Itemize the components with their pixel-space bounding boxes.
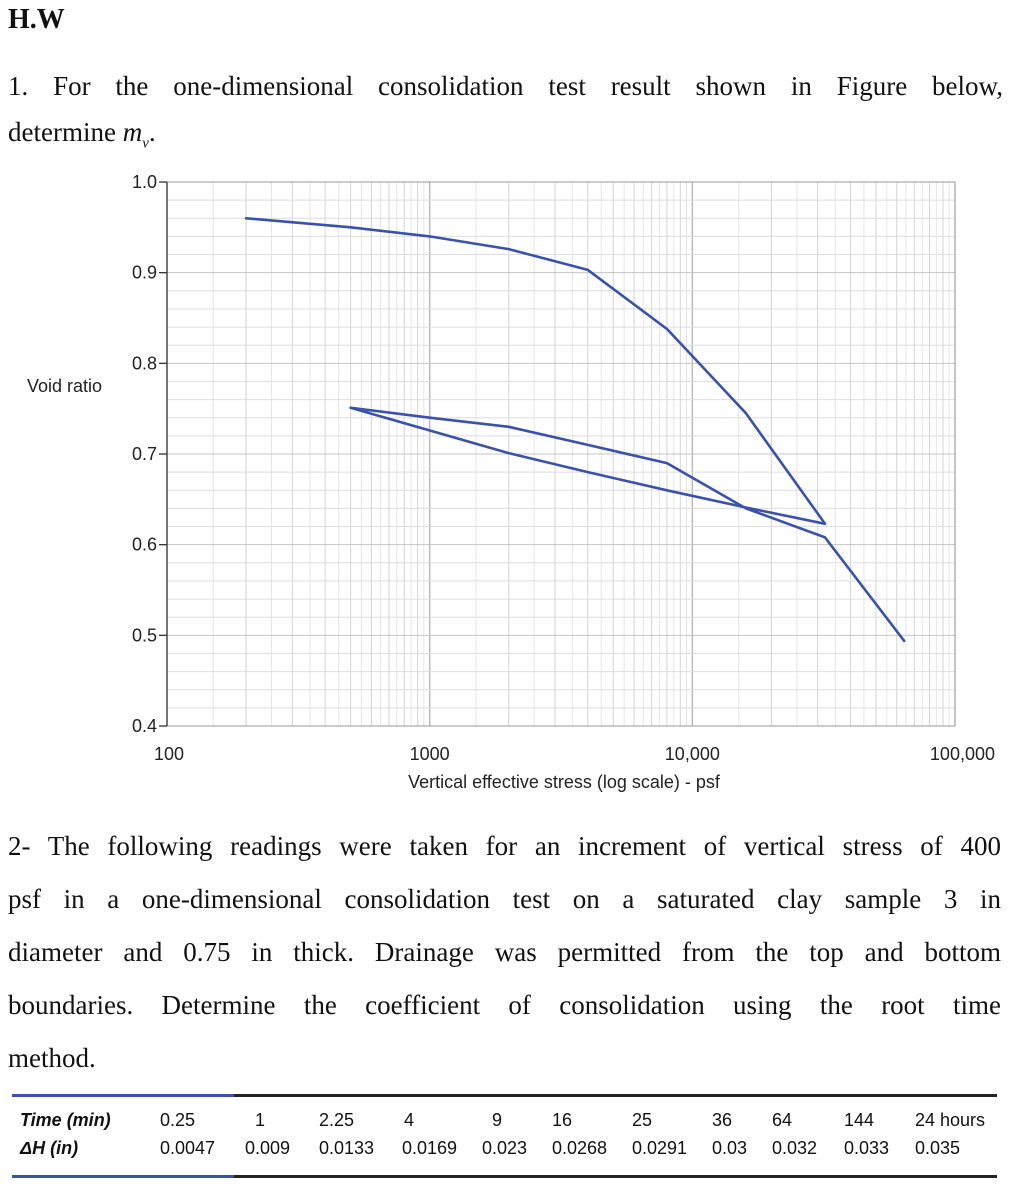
question-2-line-5: method.: [8, 1043, 96, 1073]
x-tick-label: 10,000: [664, 744, 720, 764]
mv-symbol: [122, 117, 149, 152]
y-tick-label: 0.6: [131, 534, 157, 555]
question-2-line-3: diameter and 0.75 in thick. Drainage was permitted from the top and bottom: [8, 937, 1001, 967]
dh-cell: 0.03: [712, 1138, 748, 1158]
time-cell: 9: [492, 1110, 503, 1130]
question-1-prefix: determine: [8, 117, 123, 147]
time-cell: 4: [404, 1110, 415, 1130]
x-tick-label: 1000: [409, 744, 450, 764]
y-tick-label: 0.5: [131, 625, 157, 646]
dh-cell: 0.0047: [160, 1138, 216, 1158]
question-2-line-1: 2- The following readings were taken for an increment of vertical stress of 400: [8, 831, 1001, 861]
x-tick-label: 100,000: [929, 744, 995, 764]
time-cell: 36: [712, 1110, 733, 1130]
table-top-accent: [12, 1094, 234, 1097]
time-cell: 0.25: [160, 1110, 196, 1130]
x-axis-label: Vertical effective stress (log scale) - psf: [408, 772, 720, 792]
question-2-line-4: boundaries. Determine the coefficient of consolidation using the root time: [8, 990, 1001, 1020]
x-tick-label: 100: [153, 744, 185, 764]
y-tick-label: 0.4: [131, 716, 157, 736]
question-1-suffix: .: [148, 117, 156, 147]
time-header: Time (min): [20, 1110, 111, 1130]
time-cell: 2.25: [319, 1110, 355, 1130]
chart-series: [246, 218, 904, 641]
question-1-line-1: 1. For the one-dimensional consolidation test result shown in Figure below,: [8, 71, 1003, 101]
dh-cell: 0.023: [482, 1138, 528, 1158]
dh-cell: 0.033: [844, 1138, 890, 1158]
time-cell: 25: [632, 1110, 653, 1130]
table-bottom-accent: [12, 1175, 234, 1178]
time-cell: 64: [772, 1110, 793, 1130]
consolidation-chart: [0, 160, 1013, 800]
time-cell: 16: [552, 1110, 573, 1130]
y-tick-label: 1.0: [131, 172, 157, 192]
dh-cell: 0.009: [245, 1138, 291, 1158]
dh-header: ΔH (in): [20, 1138, 79, 1158]
dh-cell: 0.0291: [632, 1138, 688, 1158]
question-2-line-2: psf in a one-dimensional consolidation test on a saturated clay sample 3 in: [8, 884, 1001, 914]
dh-cell: 0.0133: [319, 1138, 375, 1158]
homework-heading: H.W: [8, 4, 65, 35]
dh-cell: 0.0268: [552, 1138, 608, 1158]
table-bottom-rule: [12, 1175, 997, 1178]
y-tick-label: 0.8: [131, 353, 157, 374]
mv-symbol-subscript: v: [142, 135, 149, 152]
time-cell: 24 hours: [915, 1110, 986, 1130]
dh-cell: 0.0169: [402, 1138, 458, 1158]
table-top-rule: [12, 1094, 997, 1097]
y-tick-label: 0.9: [131, 262, 157, 283]
time-cell: 1: [255, 1110, 266, 1130]
dh-cell: 0.032: [772, 1138, 818, 1158]
time-cell: 144: [844, 1110, 875, 1130]
y-tick-label: 0.7: [131, 444, 157, 464]
mv-symbol-m: m: [122, 117, 143, 147]
question-1-line-2: [8, 112, 156, 163]
chart-ticks: [132, 172, 995, 764]
y-axis-label: Void ratio: [27, 376, 103, 396]
question-2: [8, 820, 1001, 1085]
dh-cell: 0.035: [915, 1138, 961, 1158]
readings-table: [12, 1094, 997, 1178]
consolidation-curve: [246, 218, 904, 641]
